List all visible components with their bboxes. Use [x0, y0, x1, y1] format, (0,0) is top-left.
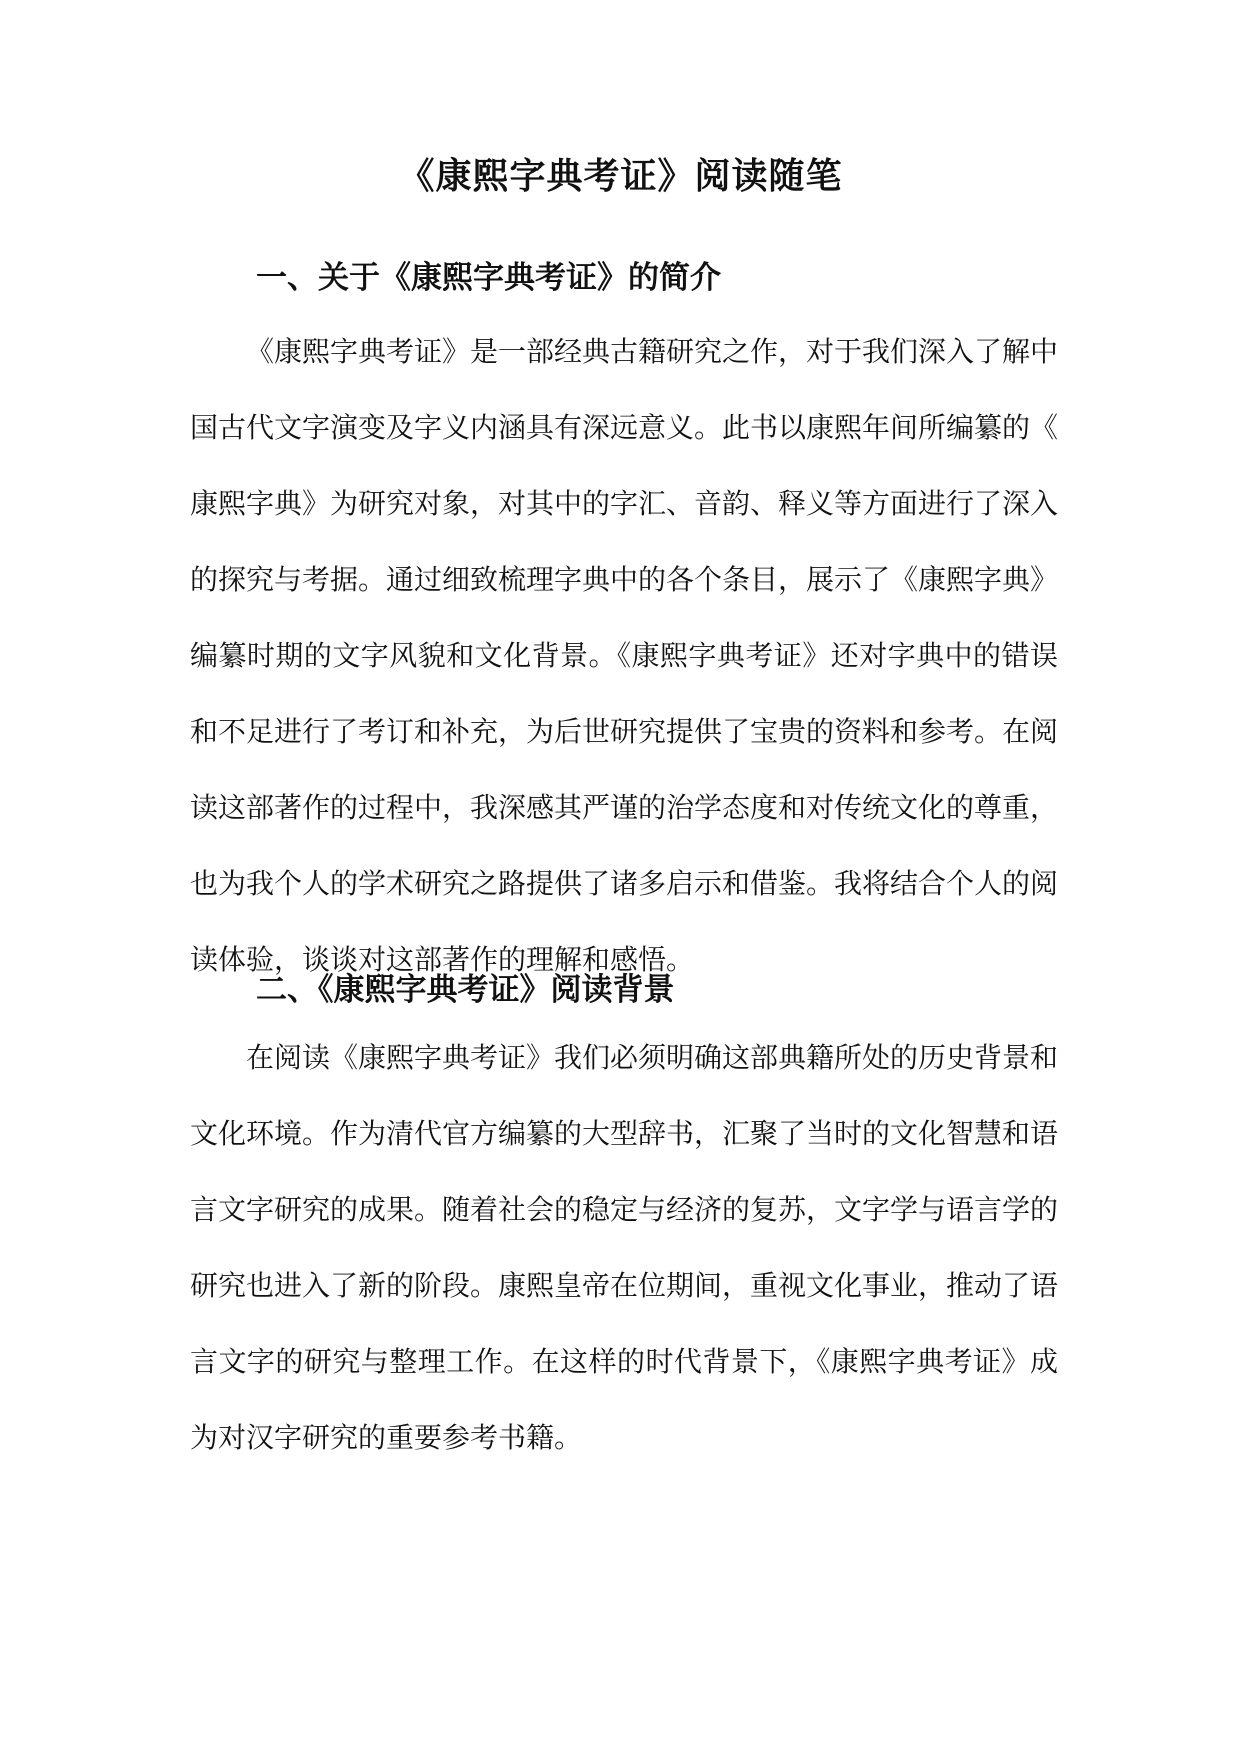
section-paragraph-background: 在阅读《康熙字典考证》我们必须明确这部典籍所处的历史背景和文化环境。作为清代官方编纂的大型辞书，汇聚了当时的文化智慧和语言文字研究的成果。随着社会的稳定与经济的复苏，文字学与语言学的研究也进入了新的阶段。康熙皇帝在位期间，重视文化事业，推动了语言文字的研究与整理工作。在这样的时代背景下，《康熙字典考证》成为对汉字研究的重要参考书籍。: [190, 1041, 1059, 1454]
document-title: 《康熙字典考证》阅读随笔: [398, 155, 843, 197]
section-heading-background: 二、《康熙字典考证》阅读背景: [256, 972, 675, 1008]
section-paragraph-introduction: 《康熙字典考证》是一部经典古籍研究之作，对于我们深入了解中国古代文字演变及字义内涵具有深远意义。此书以康熙年间所编纂的《康熙字典》为研究对象，对其中的字汇、音韵、释义等方面进行了深入的探究与考据。通过细致梳理字典中的各个条目，展示了《康熙字典》编纂时期的文字风貌和文化背景。《康熙字典考证》还对字典中的错误和不足进行了考订和补充，为后世研究提供了宝贵的资料和参考。在阅读这部著作的过程中，我深感其严谨的治学态度和对传统文化的尊重，也为我个人的学术研究之路提供了诸多启示和借鉴。我将结合个人的阅读体验，谈谈对这部著作的理解和感悟。: [190, 335, 1059, 976]
section-heading-introduction: 一、关于《康熙字典考证》的简介: [256, 260, 721, 296]
